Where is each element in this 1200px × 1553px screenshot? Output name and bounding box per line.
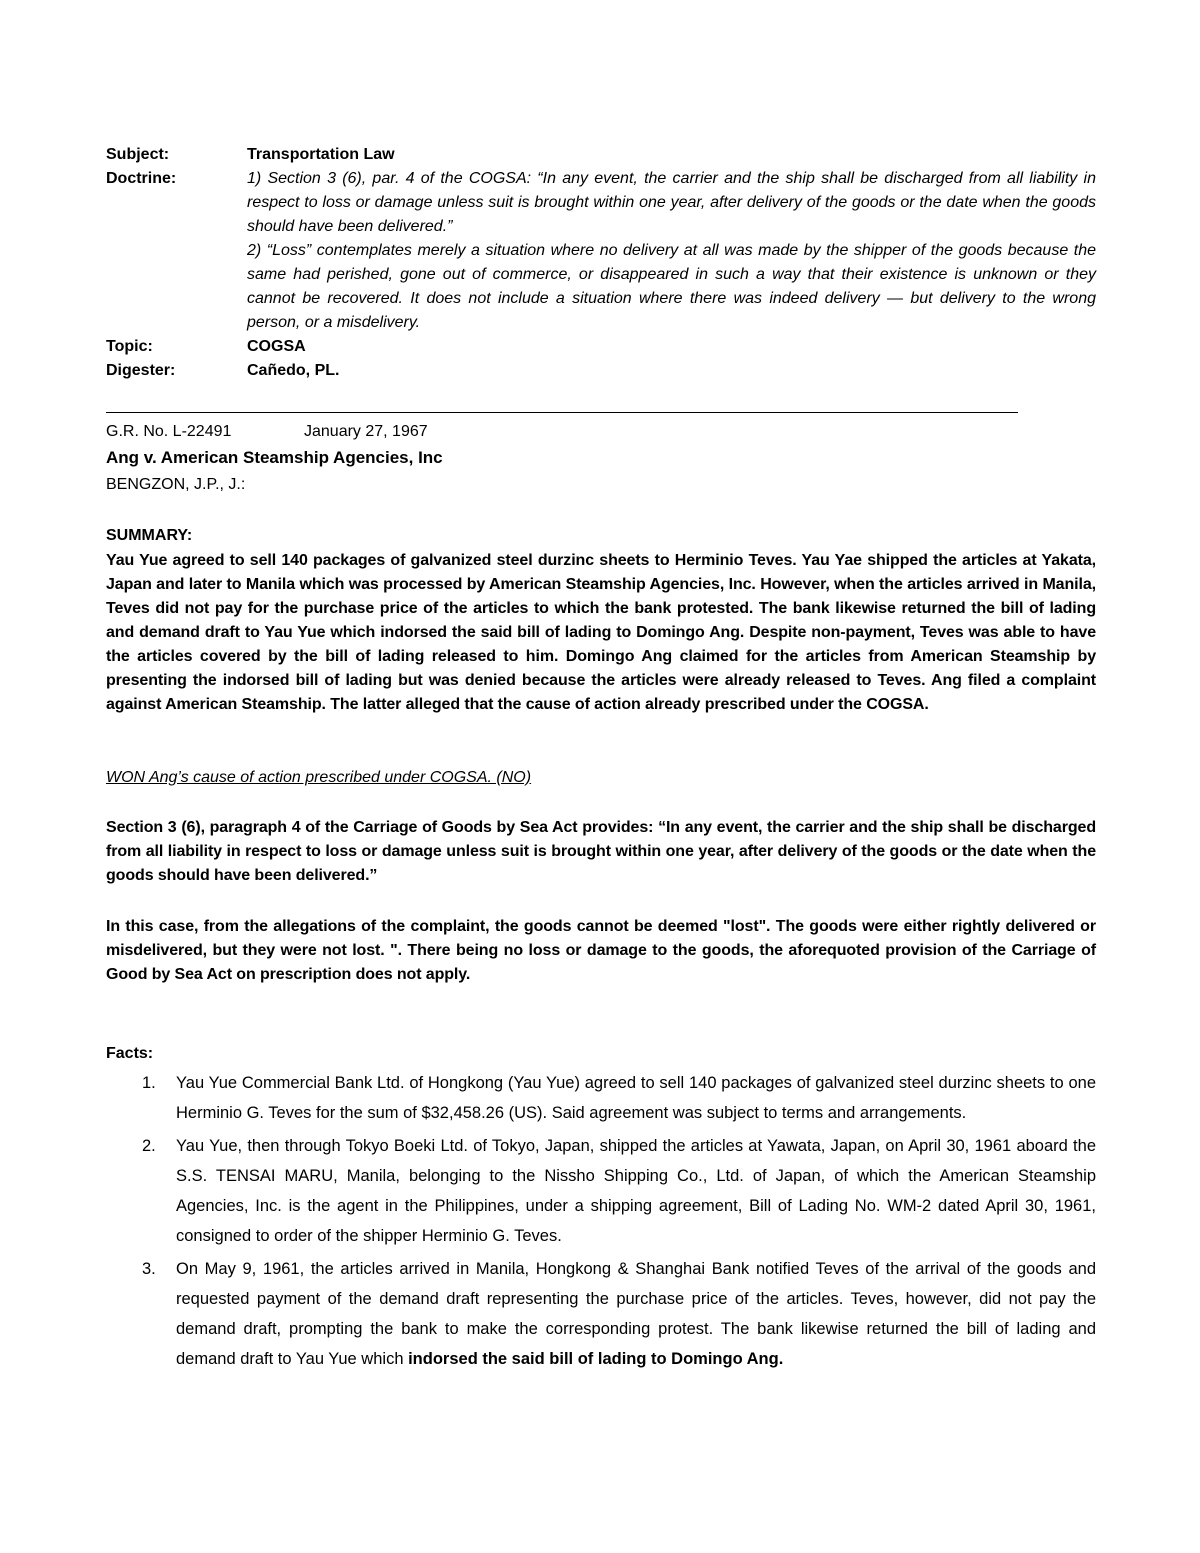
subject-value: Transportation Law (247, 146, 395, 163)
doctrine-value (247, 167, 1096, 335)
digester-label: Digester: (106, 362, 176, 379)
digester-row (106, 359, 1096, 383)
digester-value: Cañedo, PL. (247, 362, 340, 379)
list-item (106, 1254, 1096, 1374)
topic-row (106, 335, 1096, 359)
list-number: 2. (142, 1137, 156, 1155)
topic-label: Topic: (106, 338, 153, 355)
facts-heading: Facts: (106, 1045, 154, 1062)
fact-text: Yau Yue Commercial Bank Ltd. of Hongkong (Yau Yue) agreed to sell 140 packages of galvanized steel durzinc sheets to one Herminio G. Teves for the sum of $32,458.26 (US). Said agreement was subject to terms and arrangements. (176, 1074, 1096, 1122)
gr-number: G.R. No. L-22491 (106, 423, 232, 440)
facts-list (106, 1068, 1096, 1377)
doctrine-item-2: 2) “Loss” contemplates merely a situation where no delivery at all was made by the shipper of the goods because the same had perished, gone out of commerce, or disappeared in such a way that their existence is unknown or they cannot be recovered. It does not include a situation where there was indeed delivery — but delivery to the wrong person, or a misdelivery. (247, 242, 1096, 331)
issue-statement: WON Ang’s cause of action prescribed under COGSA. (NO) (106, 769, 532, 786)
doctrine-item-1: 1) Section 3 (6), par. 4 of the COGSA: “In any event, the carrier and the ship shall be discharged from all liability in respect to loss or damage unless suit is brought within one year, after delivery of the goods or the date when the goods should have been delivered.” (247, 170, 1096, 235)
ruling-text: In this case, from the allegations of the complaint, the goods cannot be deemed "lost". The goods were either rightly delivered or misdelivered, but they were not lost. ". There being no loss or damage to the goods, the aforequoted provision of the Carriage of Good by Sea Act on prescription does not apply. (106, 918, 1096, 983)
fact-text: On May 9, 1961, the articles arrived in Manila, Hongkong & Shanghai Bank notified Teves of the arrival of the goods and requested payment of the demand draft representing the purchase price of the articles. Teves, however, did not pay the demand draft, prompting the bank to make the corresponding protest. The bank likewise returned the bill of lading and demand draft to Yau Yue which (176, 1260, 1096, 1368)
doctrine-row (106, 167, 1096, 335)
subject-label: Subject: (106, 146, 170, 163)
horizontal-divider (106, 412, 1018, 413)
case-title: Ang v. American Steamship Agencies, Inc (106, 448, 443, 467)
doctrine-label: Doctrine: (106, 170, 177, 187)
case-citation (106, 420, 1096, 444)
ponente: BENGZON, J.P., J.: (106, 476, 246, 493)
header-block (106, 143, 1096, 383)
list-item (106, 1068, 1096, 1128)
list-number: 3. (142, 1260, 156, 1278)
case-date: January 27, 1967 (304, 423, 428, 440)
subject-row (106, 143, 1096, 167)
summary-heading: SUMMARY: (106, 527, 193, 544)
list-item (106, 1131, 1096, 1251)
topic-value: COGSA (247, 338, 306, 355)
section-quote: Section 3 (6), paragraph 4 of the Carriage of Goods by Sea Act provides: “In any event, the carrier and the ship shall be discharged from all liability in respect to loss or damage unless suit is brought within one year, after delivery of the goods or the date when the goods should have been delivered.” (106, 819, 1096, 884)
fact-text: Yau Yue, then through Tokyo Boeki Ltd. of Tokyo, Japan, shipped the articles at Yawata, Japan, on April 30, 1961 aboard the S.S. TENSAI MARU, Manila, belonging to the Nissho Shipping Co., Ltd. of Japan, of which the American Steamship Agencies, Inc. is the agent in the Philippines, under a shipping agreement, Bill of Lading No. WM-2 dated April 30, 1961, consigned to order of the shipper Herminio G. Teves. (176, 1137, 1096, 1245)
fact-bold-text: indorsed the said bill of lading to Domingo Ang. (408, 1350, 784, 1368)
summary-text: Yau Yue agreed to sell 140 packages of galvanized steel durzinc sheets to Herminio Teves. Yau Yae shipped the articles at Yakata, Japan and later to Manila which was processed by American Steamship Agencies, Inc. However, when the articles arrived in Manila, Teves did not pay for the purchase price of the articles to which the bank protested. The bank likewise returned the bill of lading and demand draft to Yau Yue which indorsed the said bill of lading to Domingo Ang. Despite non-payment, Teves was able to have the articles covered by the bill of lading released to him. Domingo Ang claimed for the articles from American Steamship by presenting the indorsed bill of lading but was denied because the articles were already released to Teves. Ang filed a complaint against American Steamship. The latter alleged that the cause of action already prescribed under the COGSA. (106, 552, 1096, 713)
list-number: 1. (142, 1074, 156, 1092)
